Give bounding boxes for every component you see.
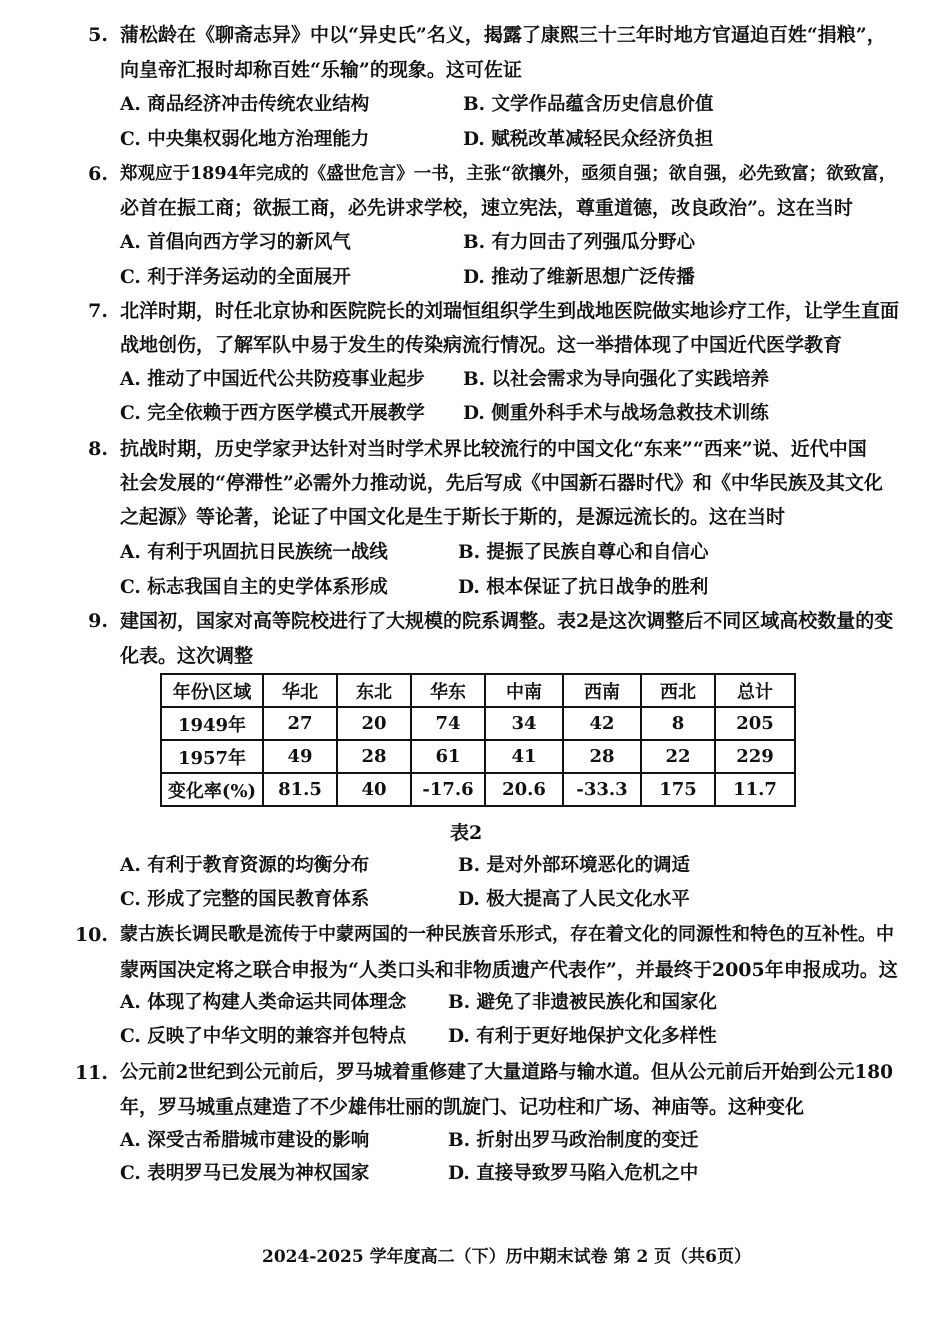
q9-option-a: A. 有利于教育资源的均衡分布 bbox=[120, 855, 370, 876]
q6-option-d: D. 推动了维新思想广泛传播 bbox=[463, 267, 695, 288]
table-row bbox=[161, 773, 795, 806]
table-cell: 42 bbox=[563, 707, 641, 740]
question-text: 社会发展的“停滞性”必需外力推动说，先后写成《中国新石器时代》和《中华民族及其文化 bbox=[120, 472, 883, 494]
question-text: 蒙两国决定将之联合申报为“人类口头和非物质遗产代表作”，并最终于2005年申报成功。这 bbox=[120, 959, 898, 981]
q11-option-c: C. 表明罗马已发展为神权国家 bbox=[120, 1163, 370, 1184]
table-cell: -17.6 bbox=[411, 773, 485, 806]
q10-option-b: B. 避免了非遗被民族化和国家化 bbox=[448, 992, 718, 1013]
q5-option-b: B. 文学作品蕴含历史信息价值 bbox=[463, 94, 714, 115]
table-cell: 28 bbox=[563, 740, 641, 773]
table-row bbox=[161, 740, 795, 773]
table-cell: 11.7 bbox=[715, 773, 795, 806]
table-cell: -33.3 bbox=[563, 773, 641, 806]
question-text: 年，罗马城重点建造了不少雄伟壮丽的凯旋门、记功柱和广场、神庙等。这种变化 bbox=[120, 1096, 805, 1118]
table-cell: 61 bbox=[411, 740, 485, 773]
q10-option-c: C. 反映了中华文明的兼容并包特点 bbox=[120, 1026, 407, 1047]
table-row bbox=[161, 707, 795, 740]
table-cell: 41 bbox=[485, 740, 563, 773]
question-number: 7. bbox=[88, 300, 108, 322]
q11-option-d: D. 直接导致罗马陷入危机之中 bbox=[448, 1163, 699, 1184]
table-header-row bbox=[161, 674, 795, 707]
q10-option-d: D. 有利于更好地保护文化多样性 bbox=[448, 1026, 717, 1047]
question-text: 之起源》等论著，论证了中国文化是生于斯长于斯的，是源远流长的。这在当时 bbox=[120, 506, 786, 528]
question-number: 9. bbox=[88, 610, 108, 632]
table-header-cell: 西南 bbox=[563, 674, 641, 707]
q7-option-d: D. 侧重外科手术与战场急救技术训练 bbox=[463, 403, 769, 424]
table-header-cell: 华北 bbox=[263, 674, 337, 707]
q8-option-a: A. 有利于巩固抗日民族统一战线 bbox=[120, 542, 388, 563]
q11-option-b: B. 折射出罗马政治制度的变迁 bbox=[448, 1130, 699, 1151]
table-cell: 8 bbox=[641, 707, 715, 740]
question-text: 北洋时期，时任北京协和医院院长的刘瑞恒组织学生到战地医院做实地诊疗工作，让学生直面 bbox=[120, 300, 900, 322]
question-text: 化表。这次调整 bbox=[120, 645, 254, 667]
table-cell: 40 bbox=[337, 773, 411, 806]
q9-option-c: C. 形成了完整的国民教育体系 bbox=[120, 889, 370, 910]
question-text: 必首在振工商；欲振工商，必先讲求学校，速立宪法，尊重道德，改良政治”。这在当时 bbox=[120, 197, 853, 219]
question-text: 战地创伤，了解军队中易于发生的传染病流行情况。这一举措体现了中国近代医学教育 bbox=[120, 334, 843, 356]
q6-option-b: B. 有力回击了列强瓜分野心 bbox=[463, 232, 696, 253]
question-number: 10. bbox=[74, 924, 108, 946]
table-cell: 34 bbox=[485, 707, 563, 740]
data-table bbox=[160, 673, 796, 807]
table-cell: 20 bbox=[337, 707, 411, 740]
question-text: 建国初，国家对高等院校进行了大规模的院系调整。表2是这次调整后不同区域高校数量的变 bbox=[120, 610, 894, 632]
table-cell: 81.5 bbox=[263, 773, 337, 806]
table-header-cell: 华东 bbox=[411, 674, 485, 707]
table-cell: 变化率(%) bbox=[161, 773, 263, 806]
question-number: 11. bbox=[74, 1062, 108, 1084]
question-text: 蒲松龄在《聊斋志异》中以“异史氏”名义，揭露了康熙三十三年时地方官逼迫百姓“捐粮”， bbox=[120, 24, 886, 46]
table-cell: 28 bbox=[337, 740, 411, 773]
table-cell: 27 bbox=[263, 707, 337, 740]
table-header-cell: 中南 bbox=[485, 674, 563, 707]
table-header-cell: 年份\区域 bbox=[161, 674, 263, 707]
question-text: 蒙古族长调民歌是流传于中蒙两国的一种民族音乐形式，存在着文化的同源性和特色的互补性。中 bbox=[120, 924, 894, 945]
q8-option-d: D. 根本保证了抗日战争的胜利 bbox=[458, 577, 709, 598]
table-cell: 49 bbox=[263, 740, 337, 773]
table-header-cell: 西北 bbox=[641, 674, 715, 707]
q9-option-b: B. 是对外部环境恶化的调适 bbox=[458, 855, 691, 876]
table-cell: 175 bbox=[641, 773, 715, 806]
table-cell: 1957年 bbox=[161, 740, 263, 773]
question-text: 向皇帝汇报时却称百姓“乐输”的现象。这可佐证 bbox=[120, 59, 522, 81]
q6-option-c: C. 利于洋务运动的全面展开 bbox=[120, 267, 351, 288]
q9-option-d: D. 极大提高了人民文化水平 bbox=[458, 889, 690, 910]
table-cell: 74 bbox=[411, 707, 485, 740]
table-cell: 205 bbox=[715, 707, 795, 740]
q7-option-b: B. 以社会需求为导向强化了实践培养 bbox=[463, 369, 770, 390]
q8-option-c: C. 标志我国自主的史学体系形成 bbox=[120, 577, 388, 598]
question-number: 6. bbox=[88, 163, 108, 185]
q7-option-a: A. 推动了中国近代公共防疫事业起步 bbox=[120, 369, 425, 390]
table-cell: 1949年 bbox=[161, 707, 263, 740]
page-footer: 2024-2025 学年度高二（下）历中期末试卷 第 2 页（共6页） bbox=[262, 1247, 752, 1267]
q5-option-a: A. 商品经济冲击传统农业结构 bbox=[120, 94, 370, 115]
table-header-cell: 东北 bbox=[337, 674, 411, 707]
q8-option-b: B. 提振了民族自尊心和自信心 bbox=[458, 542, 709, 563]
table-cell: 229 bbox=[715, 740, 795, 773]
q5-option-d: D. 赋税改革减轻民众经济负担 bbox=[463, 129, 714, 150]
question-text: 公元前2世纪到公元前后，罗马城着重修建了大量道路与输水道。但从公元前后开始到公元180 bbox=[120, 1062, 893, 1083]
table-header-cell: 总计 bbox=[715, 674, 795, 707]
q5-option-c: C. 中央集权弱化地方治理能力 bbox=[120, 129, 370, 150]
q10-option-a: A. 体现了构建人类命运共同体理念 bbox=[120, 992, 407, 1013]
question-number: 8. bbox=[88, 438, 108, 460]
table-cell: 22 bbox=[641, 740, 715, 773]
question-text: 郑观应于1894年完成的《盛世危言》一书，主张“欲攘外，亟须自强；欲自强，必先致富；欲致富， bbox=[120, 164, 897, 184]
question-number: 5. bbox=[88, 24, 108, 46]
question-text: 抗战时期，历史学家尹达针对当时学术界比较流行的中国文化“东来”“西来”说、近代中国 bbox=[120, 438, 867, 460]
table-caption: 表2 bbox=[450, 822, 483, 844]
table-cell: 20.6 bbox=[485, 773, 563, 806]
q11-option-a: A. 深受古希腊城市建设的影响 bbox=[120, 1130, 370, 1151]
q7-option-c: C. 完全依赖于西方医学模式开展教学 bbox=[120, 403, 425, 424]
q6-option-a: A. 首倡向西方学习的新风气 bbox=[120, 232, 351, 253]
